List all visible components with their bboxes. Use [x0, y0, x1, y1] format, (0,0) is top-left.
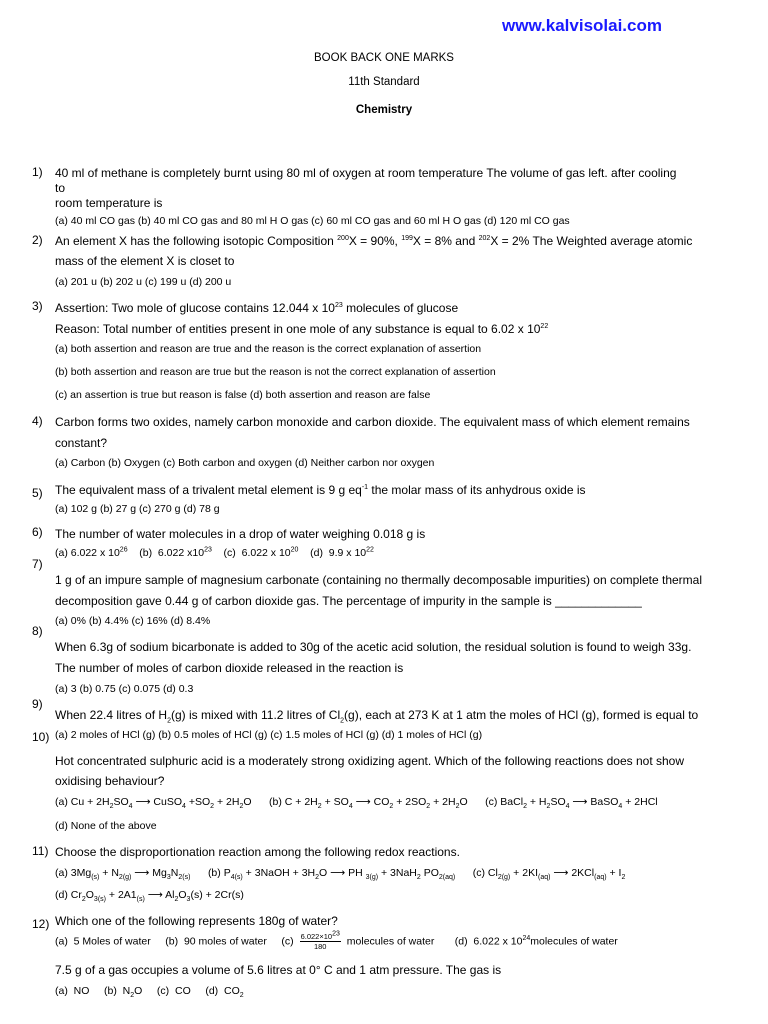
question-text: When 22.4 litres of $H_2(g)$ is mixed with 11.2 litres of $Cl_2(g)$, each at 273 K at 1 atm the moles of HCl (g), formed is equal to — [55, 708, 699, 725]
question-number: 2) — [32, 233, 43, 247]
question-text: 40 ml of methane is completely burnt using 80 ml of oxygen at room temperature The volume of gas left. after cooling — [55, 166, 677, 180]
fraction: $\frac{6.022\times 10^{23}}{180}$ — [300, 930, 340, 951]
question-options: (a) 2 moles of HCl (g) (b) 0.5 moles of HCl (g) (c) 1.5 moles of HCl (g) (d) 1 moles of HCl (g) — [55, 729, 483, 741]
question-text: room temperature is — [55, 196, 163, 210]
question-number: 6) — [32, 525, 43, 539]
question-options: (a) NO (b) $N_2O$ (c) CO (d) $CO_2$ — [55, 985, 244, 1000]
question-text: An element X has the following isotopic Composition $^{200}$X = 90%, $^{199}$X = 8% and $^{202}$X = 2% The Weighted average atomic — [55, 234, 693, 248]
question-text: Reason: Total number of entities present in one mole of any substance is equal to 6.02 x $10^{22}$ — [55, 322, 549, 336]
question-number: 3) — [32, 299, 43, 313]
option-d: (d) $Cr_2O_{3(s)} + 2A1_{(s)}$ ⟶ $Al_2O_3(s) + 2Cr(s)$ — [55, 889, 244, 904]
question-text: Carbon forms two oxides, namely carbon monoxide and carbon dioxide. The equivalent mass of which element remains — [55, 415, 690, 429]
site-link[interactable]: www.kalvisolai.com — [502, 16, 662, 35]
question-number: 10) — [32, 730, 50, 744]
question-number: 11) — [32, 844, 49, 858]
option-d: (d) None of the above — [55, 820, 157, 832]
question-text: When 6.3g of sodium bicarbonate is added to 30g of the acetic acid solution, the residual solution is found to weigh 33g. — [55, 640, 692, 654]
question-options: (a) 0% (b) 4.4% (c) 16% (d) 8.4% — [55, 615, 211, 627]
question-options: (a) $3Mg_{(s)} + N_{2(g)}$ ⟶ $Mg_3N_{2(s)}$ (b) $P_{4(s)}$ + 3NaOH + $3H_2O$ ⟶ PH $_{3(g)}$ + 3NaH$_2$ $PO_{2(aq)}$ (c) $Cl_{2(g)} + 2KI_{(aq)}$ ⟶ $2KCl_{(aq)} + I_2$ — [55, 867, 626, 882]
question-options: (a) 201 u (b) 202 u (c) 199 u (d) 200 u — [55, 276, 232, 288]
question-text: oxidising behaviour? — [55, 774, 165, 788]
question-text: 7.5 g of a gas occupies a volume of 5.6 litres at 0° C and 1 atm pressure. The gas is — [55, 963, 502, 977]
question-number: 12) — [32, 917, 50, 931]
question-text: constant? — [55, 436, 108, 450]
question-text: Choose the disproportionation reaction among the following redox reactions. — [55, 845, 460, 859]
question-options: (a) Carbon (b) Oxygen (c) Both carbon and oxygen (d) Neither carbon nor oxygen — [55, 457, 435, 469]
question-options: (a) 5 Moles of water (b) 90 moles of water (c) $\frac{6.022\times 10^{23}}{180}$ molecules of water (d) 6.022 x $10^{24}molecules$ of water — [55, 930, 618, 951]
question-text: Assertion: Two mole of glucose contains 12.044 x $10^{23}$ molecules of glucose — [55, 301, 459, 315]
question-text: The number of water molecules in a drop of water weighing 0.018 g is — [55, 527, 426, 541]
option-a: (a) both assertion and reason are true and the reason is the correct explanation of assertion — [55, 343, 482, 355]
question-number: 5) — [32, 486, 43, 500]
question-text: Hot concentrated sulphuric acid is a moderately strong oxidizing agent. Which of the following reactions does not show — [55, 754, 685, 768]
question-number: 8) — [32, 624, 43, 638]
option-c-d: (c) an assertion is true but reason is false (d) both assertion and reason are false — [55, 389, 431, 401]
question-options: (a) $Cu + 2H_2SO_4$ ⟶ CuSO$_4$ $+SO_2 + 2H_2O$ (b) $C + 2H_2 + SO_4$ ⟶ $CO_2 + 2SO_2 + 2H_2O$ (c) BaCl$_2$ + $H_2SO_4$ ⟶ BaSO$_4$ + 2HCl — [55, 796, 658, 811]
question-number: 4) — [32, 414, 43, 428]
header-title: BOOK BACK ONE MARKS — [314, 52, 454, 64]
header-standard: 11th Standard — [348, 76, 420, 88]
question-text: mass of the element X is closet to — [55, 254, 235, 268]
question-options: (a) 40 ml CO gas (b) 40 ml CO gas and 80 ml H O gas (c) 60 ml CO gas and 60 ml H O gas (d) 120 ml CO gas — [55, 215, 570, 227]
question-text: The number of moles of carbon dioxide released in the reaction is — [55, 661, 404, 675]
header-subject: Chemistry — [355, 104, 413, 116]
question-text: Which one of the following represents 180g of water? — [55, 914, 338, 928]
question-options: (a) 6.022 x $10^{26}$ (b) 6.022 $x10^{23}$ (c) 6.022 x $10^{20}$ (d) 9.9 x $10^{22}$ — [55, 546, 374, 559]
option-b: (b) both assertion and reason are true but the reason is not the correct explanation of assertion — [55, 366, 496, 378]
question-number: 1) — [32, 165, 43, 179]
question-options: (a) 102 g (b) 27 g (c) 270 g (d) 78 g — [55, 503, 220, 515]
question-text: The equivalent mass of a trivalent metal element is 9 g $eq^{-1}$ the molar mass of its anhydrous oxide is — [55, 483, 586, 497]
question-number: 9) — [32, 697, 43, 711]
question-text: decomposition gave 0.44 g of carbon dioxide gas. The percentage of impurity in the sample is _____________ — [55, 594, 642, 608]
question-text: to — [55, 181, 66, 195]
question-options: (a) 3 (b) 0.75 (c) 0.075 (d) 0.3 — [55, 683, 194, 695]
question-number: 7) — [32, 557, 43, 571]
question-text: 1 g of an impure sample of magnesium carbonate (containing no thermally decomposable impurities) on complete thermal — [55, 573, 702, 587]
